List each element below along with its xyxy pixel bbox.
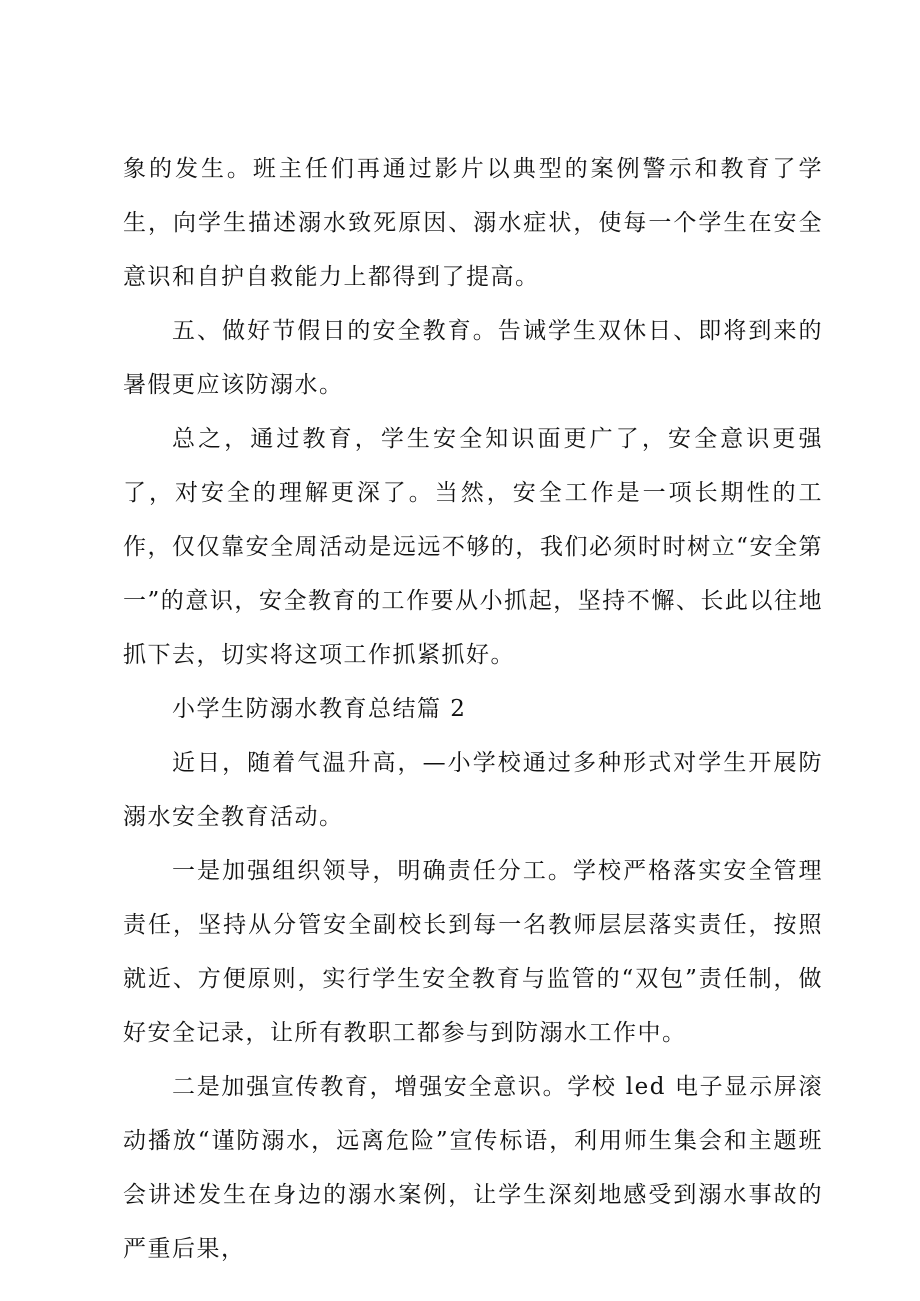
section-heading: 小学生防溺水教育总结篇 2 [172, 696, 467, 722]
paragraph-holiday-safety: 五、做好节假日的安全教育。告诫学生双休日、即将到来的暑假更应该防溺水。 [123, 318, 823, 398]
paragraph-summary: 总之，通过教育，学生安全知识面更广了，安全意识更强了，对安全的理解更深了。当然，安全工作是一项长期性的工作，仅仅靠安全周活动是远远不够的，我们必须时时树立“安全第一”的意识，安全教育的工作要从小抓起，坚持不懈、长此以往地抓下去，切实将这项工作抓紧抓好。 [123, 426, 823, 668]
document-body [123, 142, 823, 1276]
paragraph-intro: 近日，随着气温升高，—小学校通过多种形式对学生开展防溺水安全教育活动。 [123, 750, 823, 830]
paragraph-organization: 一是加强组织领导，明确责任分工。学校严格落实安全管理责任，坚持从分管安全副校长到每一名教师层层落实责任，按照就近、方便原则，实行学生安全教育与监管的“双包”责任制，做好安全记录，让所有教职工都参与到防溺水工作中。 [123, 858, 823, 1046]
paragraph-continuation: 象的发生。班主任们再通过影片以典型的案例警示和教育了学生，向学生描述溺水致死原因、溺水症状，使每一个学生在安全意识和自护自救能力上都得到了提高。 [123, 156, 823, 290]
paragraph-publicity: 二是加强宣传教育，增强安全意识。学校 led 电子显示屏滚动播放“谨防溺水，远离危险”宣传标语，利用师生集会和主题班会讲述发生在身边的溺水案例，让学生深刻地感受到溺水事故的严重后果， [123, 1074, 823, 1262]
